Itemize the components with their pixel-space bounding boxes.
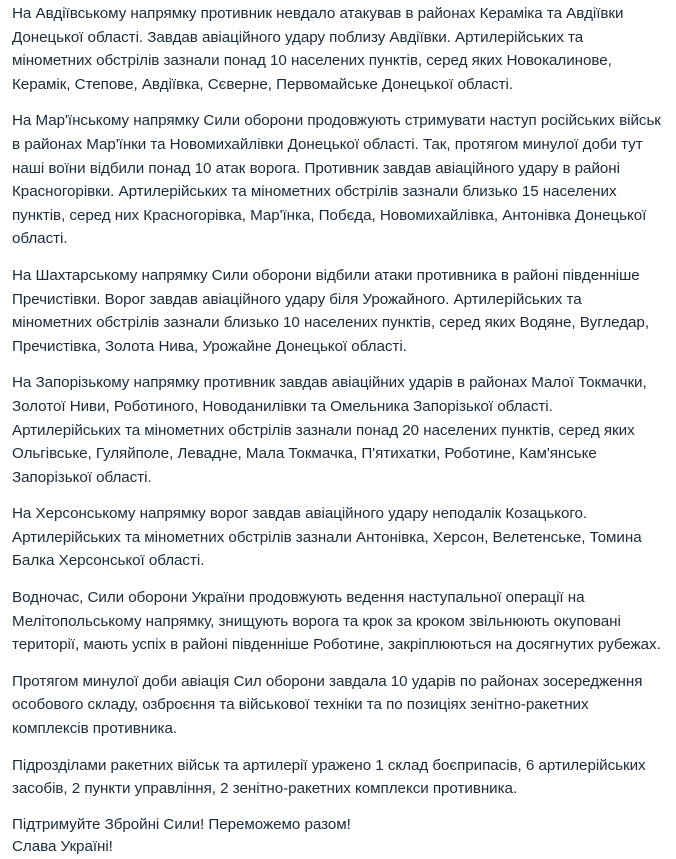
signoff-support-line: Підтримуйте Збройні Сили! Переможемо разом! xyxy=(12,815,351,833)
signoff-glory-line: Слава Україні! xyxy=(12,838,113,856)
paragraph-avdiivka-direction: На Авдіївському напрямку противник невдало атакував в районах Кераміка та Авдіївки Донецької області. Завдав авіаційного удару поблизу Авдіївки. Артилерійських та мінометних обстрілів зазнали понад 10 населених пунктів, серед яких Новокалинове, Керамік, Степове, Авдіївка, Сєверне, Первомайське Донецької області. xyxy=(12,5,624,93)
paragraph-shakhtarsk-direction: На Шахтарському напрямку Сили оборони відбили атаки противника в районі південніше Пречистівки. Ворог завдав авіаційного удару біля Урожайного. Артилерійських та мінометних обстрілів зазнали близько 10 населених пунктів, серед яких Водяне, Вугледар, Пречистівка, Золота Нива, Урожайне Донецької області. xyxy=(12,266,650,355)
paragraph-rocket-artillery-results: Підрозділами ракетних військ та артилерії уражено 1 склад боєприпасів, 6 артилерійських засобів, 2 пункти управління, 2 зенітно-ракетних комплекси противника. xyxy=(12,756,646,798)
paragraph-melitopol-offensive: Водночас, Сили оборони України продовжують ведення наступальної операції на Мелітопольському напрямку, знищують ворога та крок за кроком звільнюють окуповані території, мають успіх в районі південніше Роботине, закріплюються на досягнутих рубежах. xyxy=(12,589,661,654)
paragraph-zaporizhzhia-direction: На Запорізькому напрямку противник завдав авіаційних ударів в районах Малої Токмачки, Золотої Ниви, Роботиного, Новоданилівки та Омельника Запорізької області. Артилерійських та мінометних обстрілів зазнали понад 20 населених пунктів, серед яких Ольгівське, Гуляйполе, Левадне, Мала Токмачка, П'ятихатки, Роботине, Кам'янське Запорізької області. xyxy=(12,374,647,486)
paragraph-aviation-strikes: Протягом минулої доби авіація Сил оборони завдала 10 ударів по районах зосередження особового складу, озброєння та військової техніки та по позиціях зенітно-ракетних комплексів противника. xyxy=(12,672,643,738)
paragraph-mariinka-direction: На Мар'їнському напрямку Сили оборони продовжують стримувати наступ російських військ в районах Мар'їнки та Новомихайлівки Донецької області. Так, протягом минулої доби тут наші воїни відбили понад 10 атак ворога. Противник завдав авіаційного удару в районі Красногорівки. Артилерійських та мінометних обстрілів зазнали близько 15 населених пунктів, серед них Красногорівка, Мар'їнка, Побєда, Новомихайлівка, Антонівка Донецької області. xyxy=(12,112,661,248)
signoff-block xyxy=(12,814,662,859)
paragraph-kherson-direction: На Херсонському напрямку ворог завдав авіаційного удару неподалік Козацького. Артилерійських та мінометних обстрілів зазнали Антонівка, Херсон, Велетенське, Томина Балка Херсонської області. xyxy=(12,505,642,570)
